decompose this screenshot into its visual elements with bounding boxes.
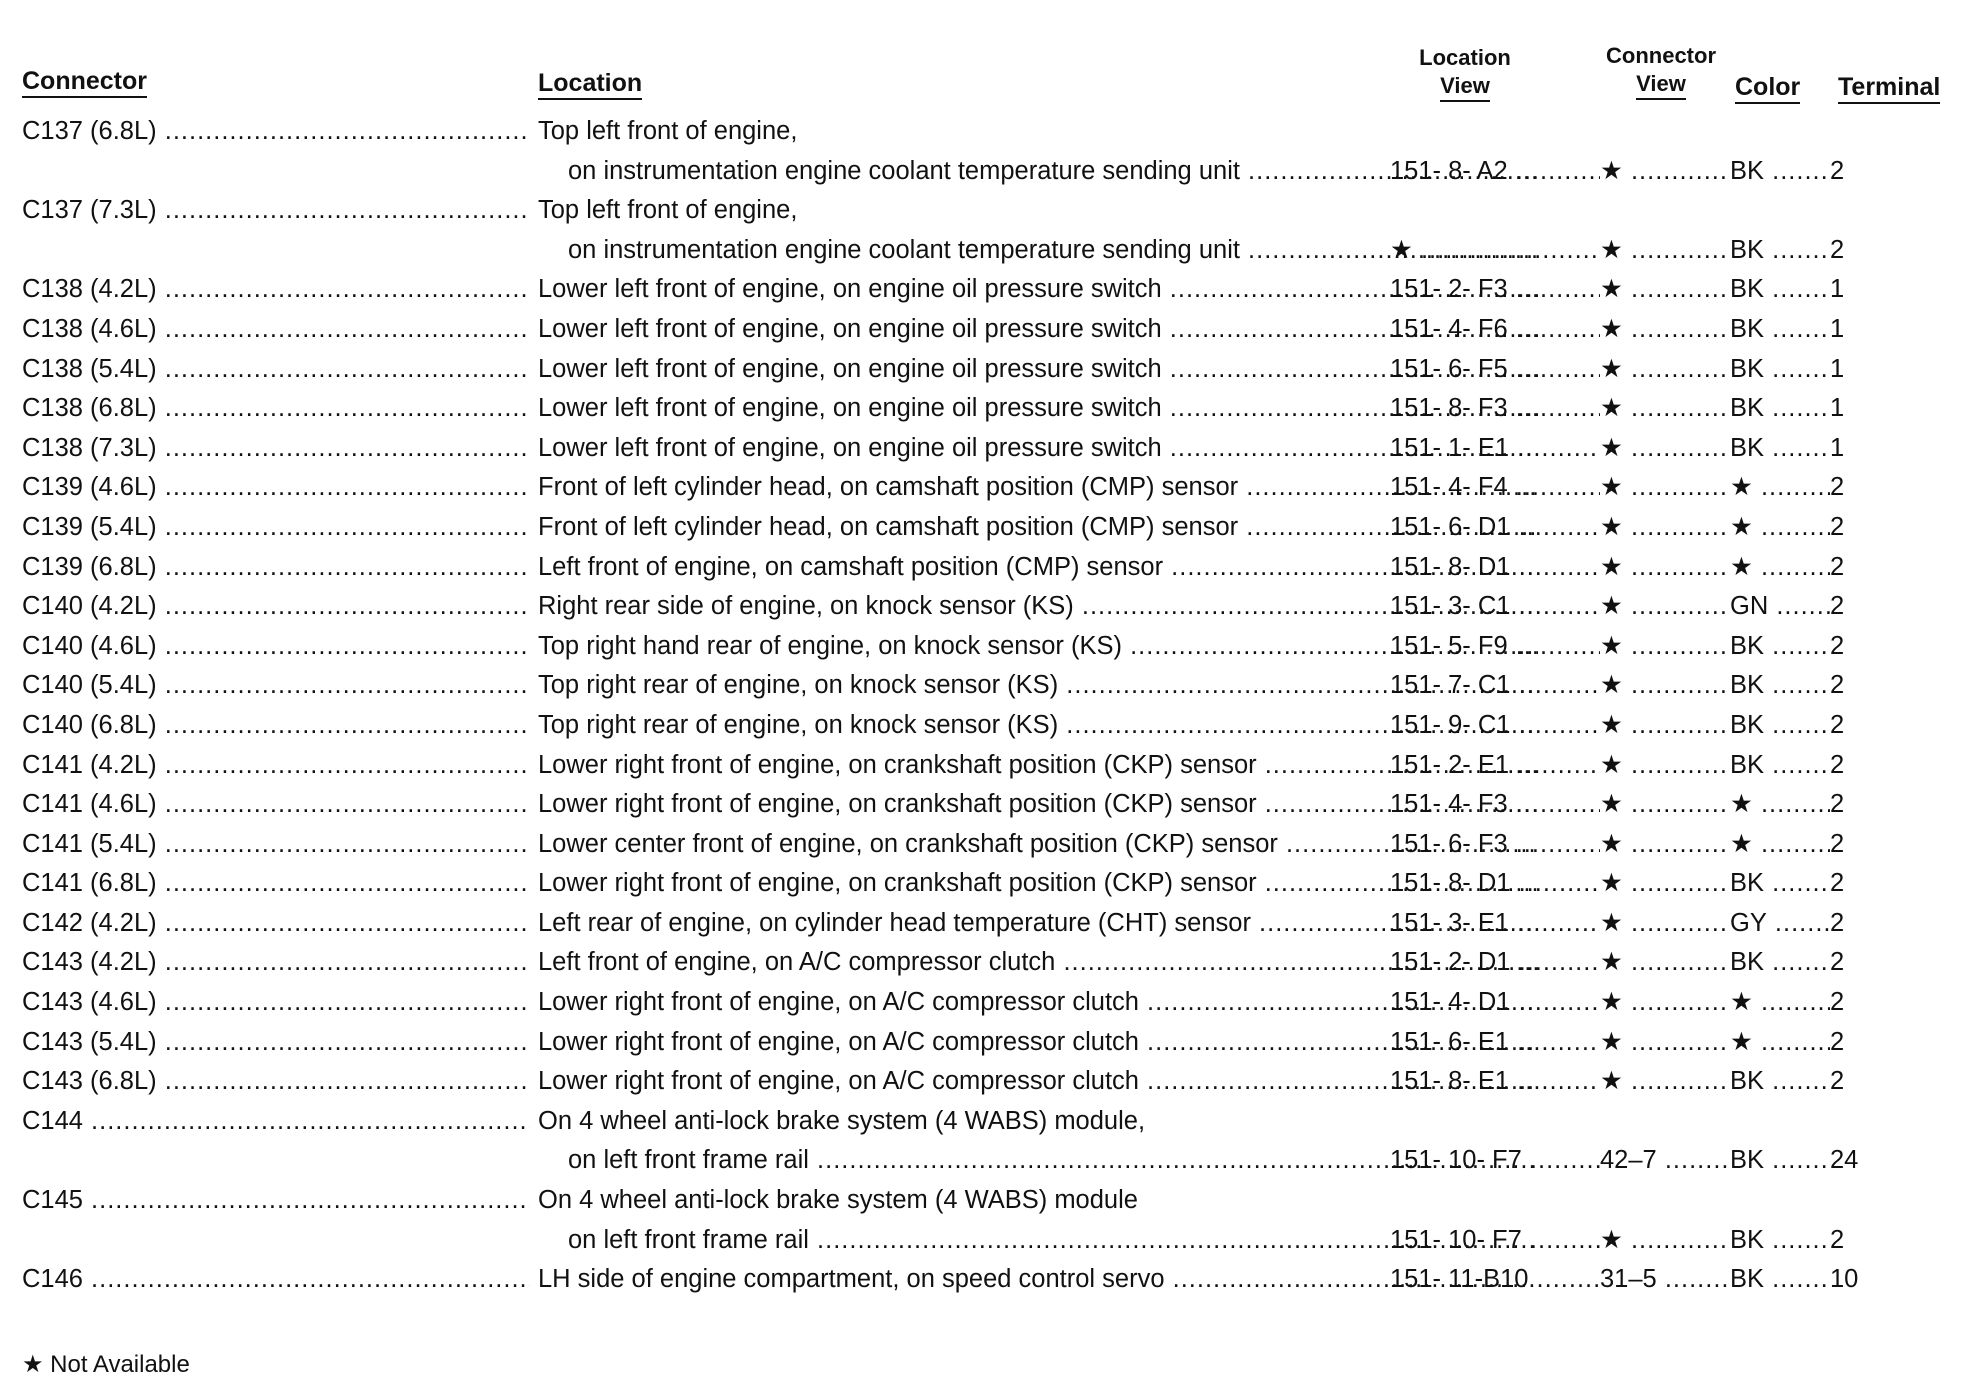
location-view-cell: 151- 6- F3 ..... [1390, 825, 1600, 865]
color-cell: BK ..... [1730, 864, 1830, 904]
location-cell: On 4 wheel anti-lock brake system (4 WABS) module, [538, 1106, 1146, 1135]
connector-view-cell: ★ ..... [1600, 548, 1730, 588]
connector-view-cell: ★ ..... [1600, 231, 1730, 271]
connector-view-cell: ★ ..... [1600, 429, 1730, 469]
terminal-cell: 1 [1830, 314, 1845, 343]
connector-view-cell: ★ ..... [1600, 904, 1730, 944]
location-view-cell: 151- 4- F3 ..... [1390, 785, 1600, 825]
connector-cell: C138 (4.6L) ..... [22, 310, 530, 350]
table-row [0, 548, 1962, 588]
table-row [0, 468, 1962, 508]
header-location: Location [538, 68, 642, 100]
terminal-cell: 2 [1830, 473, 1845, 502]
table-row [0, 1023, 1962, 1063]
terminal-cell: 2 [1830, 631, 1845, 660]
connector-view-cell: ★ ..... [1600, 350, 1730, 390]
connector-view-cell: ★ ..... [1600, 983, 1730, 1023]
location-view-cell: 151- 5- F9 ..... [1390, 627, 1600, 667]
table-row [0, 904, 1962, 944]
location-cell: Lower right front of engine, on A/C compressor clutch ..... [538, 1062, 1538, 1102]
color-cell: ★ ..... [1730, 785, 1830, 825]
color-cell: GN ..... [1730, 587, 1830, 627]
connector-cell: C139 (4.6L) ..... [22, 468, 530, 508]
color-cell: BK ..... [1730, 666, 1830, 706]
table-row [0, 429, 1962, 469]
location-cell: Top right hand rear of engine, on knock sensor (KS) ..... [538, 627, 1538, 667]
color-cell: ★ ..... [1730, 468, 1830, 508]
location-view-cell: 151- 8- D1 ..... [1390, 548, 1600, 588]
location-cell: on left front frame rail ..... [568, 1221, 1538, 1261]
connector-view-cell: ★ ..... [1600, 706, 1730, 746]
header-color: Color [1735, 72, 1800, 104]
color-cell: BK ..... [1730, 746, 1830, 786]
terminal-cell: 2 [1830, 948, 1845, 977]
color-cell: GY ..... [1730, 904, 1830, 944]
connector-view-cell: ★ ..... [1600, 864, 1730, 904]
location-cell: Top left front of engine, [538, 117, 798, 145]
location-cell: Lower left front of engine, on engine oil pressure switch ..... [538, 270, 1538, 310]
table-row [0, 152, 1962, 192]
color-cell: BK ..... [1730, 1141, 1830, 1181]
location-view-cell: 151- 6- D1 ..... [1390, 508, 1600, 548]
connector-cell: C141 (6.8L) ..... [22, 864, 530, 904]
location-cell: Lower right front of engine, on A/C compressor clutch ..... [538, 983, 1538, 1023]
connector-view-cell: 42–7 ..... [1600, 1141, 1730, 1181]
location-cell: Lower left front of engine, on engine oil pressure switch ..... [538, 350, 1538, 390]
terminal-cell: 1 [1830, 394, 1845, 423]
header-connector: Connector [22, 66, 147, 98]
location-cell: Top right rear of engine, on knock sensor (KS) ..... [538, 666, 1538, 706]
connector-view-cell: ★ ..... [1600, 785, 1730, 825]
terminal-cell: 2 [1830, 869, 1845, 898]
terminal-cell: 2 [1830, 750, 1845, 779]
table-row [0, 864, 1962, 904]
table-row [0, 1260, 1962, 1300]
connector-view-cell: ★ ..... [1600, 943, 1730, 983]
terminal-cell: 2 [1830, 156, 1845, 185]
location-view-cell: 151- 7- C1 ..... [1390, 666, 1600, 706]
connector-cell: C140 (5.4L) ..... [22, 666, 530, 706]
connector-cell: C140 (4.6L) ..... [22, 627, 530, 667]
table-row [0, 191, 1962, 231]
location-cell: Left front of engine, on A/C compressor clutch ..... [538, 943, 1538, 983]
table-row [0, 270, 1962, 310]
terminal-cell: 1 [1830, 433, 1845, 462]
connector-cell: C141 (4.6L) ..... [22, 785, 530, 825]
terminal-cell: 10 [1830, 1265, 1859, 1294]
connector-view-cell: ★ ..... [1600, 666, 1730, 706]
connector-cell: C143 (6.8L) ..... [22, 1062, 530, 1102]
terminal-cell: 2 [1830, 512, 1845, 541]
connector-cell: C138 (7.3L) ..... [22, 429, 530, 469]
table-row [0, 508, 1962, 548]
connector-cell: C139 (5.4L) ..... [22, 508, 530, 548]
location-view-cell: 151- 4- F4 ..... [1390, 468, 1600, 508]
location-cell: Lower right front of engine, on crankshaft position (CKP) sensor ..... [538, 746, 1538, 786]
terminal-cell: 2 [1830, 1027, 1845, 1056]
location-view-cell: 151- 10- F7 ..... [1390, 1141, 1600, 1181]
table-row [0, 825, 1962, 865]
connector-cell: C146 ..... [22, 1260, 530, 1300]
location-cell: Lower center front of engine, on crankshaft position (CKP) sensor ..... [538, 825, 1538, 865]
color-cell: ★ ..... [1730, 548, 1830, 588]
table-row [0, 1062, 1962, 1102]
connector-cell: C142 (4.2L) ..... [22, 904, 530, 944]
table-row [0, 1181, 1962, 1221]
color-cell: ★ ..... [1730, 983, 1830, 1023]
table-row [0, 310, 1962, 350]
terminal-cell: 2 [1830, 552, 1845, 581]
connector-view-cell: 31–5 ..... [1600, 1260, 1730, 1300]
connector-view-cell: ★ ..... [1600, 270, 1730, 310]
table-row [0, 112, 1962, 152]
table-row [0, 389, 1962, 429]
connector-view-cell: ★ ..... [1600, 587, 1730, 627]
connector-cell: C138 (4.2L) ..... [22, 270, 530, 310]
color-cell: BK ..... [1730, 310, 1830, 350]
connector-cell: C140 (6.8L) ..... [22, 706, 530, 746]
terminal-cell: 1 [1830, 275, 1845, 304]
location-view-cell: 151- 11-B10 ..... [1390, 1260, 1600, 1300]
connector-cell: C139 (6.8L) ..... [22, 548, 530, 588]
location-view-cell: 151- 3- C1 ..... [1390, 587, 1600, 627]
color-cell: ★ ..... [1730, 825, 1830, 865]
connector-view-cell: ★ ..... [1600, 746, 1730, 786]
location-view-cell: 151- 4- F6 ..... [1390, 310, 1600, 350]
color-cell: BK ..... [1730, 1062, 1830, 1102]
connector-cell: C137 (7.3L) ..... [22, 191, 530, 231]
color-cell: BK ..... [1730, 627, 1830, 667]
location-cell: Top right rear of engine, on knock sensor (KS) ..... [538, 706, 1538, 746]
location-view-cell: 151- 1- E1 ..... [1390, 429, 1600, 469]
connector-view-cell: ★ ..... [1600, 1221, 1730, 1261]
connector-view-cell: ★ ..... [1600, 1062, 1730, 1102]
terminal-cell: 24 [1830, 1146, 1859, 1175]
location-cell: on instrumentation engine coolant temperature sending unit ..... [568, 231, 1538, 271]
connector-cell: C138 (6.8L) ..... [22, 389, 530, 429]
connector-cell: C143 (5.4L) ..... [22, 1023, 530, 1063]
location-cell: Lower right front of engine, on A/C compressor clutch ..... [538, 1023, 1538, 1063]
connector-view-cell: ★ ..... [1600, 1023, 1730, 1063]
connector-view-cell: ★ ..... [1600, 627, 1730, 667]
table-row [0, 350, 1962, 390]
terminal-cell: 2 [1830, 988, 1845, 1017]
connector-cell: C141 (4.2L) ..... [22, 746, 530, 786]
terminal-cell: 2 [1830, 829, 1845, 858]
location-view-cell: 151- 6- F5 ..... [1390, 350, 1600, 390]
table-row [0, 1102, 1962, 1142]
connector-cell: C143 (4.6L) ..... [22, 983, 530, 1023]
terminal-cell: 1 [1830, 354, 1845, 383]
connector-table [0, 112, 1962, 1300]
connector-cell: C137 (6.8L) ..... [22, 112, 530, 152]
location-view-cell: 151- 2- F3 ..... [1390, 270, 1600, 310]
terminal-cell: 2 [1830, 592, 1845, 621]
location-view-cell: ★ ..... [1390, 231, 1600, 271]
location-view-cell: 151- 2- D1 ..... [1390, 943, 1600, 983]
location-cell: Lower left front of engine, on engine oil pressure switch ..... [538, 310, 1538, 350]
location-view-cell: 151- 2- E1 ..... [1390, 746, 1600, 786]
location-view-cell: 151- 8- F3 ..... [1390, 389, 1600, 429]
location-cell: LH side of engine compartment, on speed control servo ..... [538, 1260, 1538, 1300]
terminal-cell: 2 [1830, 235, 1845, 264]
location-view-cell: 151- 10- F7 ..... [1390, 1221, 1600, 1261]
table-row [0, 627, 1962, 667]
table-row [0, 1221, 1962, 1261]
location-view-cell: 151- 8- E1 ..... [1390, 1062, 1600, 1102]
location-cell: Front of left cylinder head, on camshaft position (CMP) sensor ..... [538, 468, 1538, 508]
color-cell: BK ..... [1730, 231, 1830, 271]
color-cell: BK ..... [1730, 706, 1830, 746]
table-row [0, 785, 1962, 825]
table-row [0, 943, 1962, 983]
table-row [0, 706, 1962, 746]
header-location-view: Location View [1400, 44, 1530, 102]
connector-view-cell: ★ ..... [1600, 389, 1730, 429]
location-cell: Lower left front of engine, on engine oil pressure switch ..... [538, 429, 1538, 469]
location-cell: Left rear of engine, on cylinder head temperature (CHT) sensor ..... [538, 904, 1538, 944]
terminal-cell: 2 [1830, 1067, 1845, 1096]
color-cell: BK ..... [1730, 350, 1830, 390]
color-cell: BK ..... [1730, 1221, 1830, 1261]
terminal-cell: 2 [1830, 710, 1845, 739]
connector-view-cell: ★ ..... [1600, 468, 1730, 508]
location-view-cell: 151- 3- E1 ..... [1390, 904, 1600, 944]
location-cell: On 4 wheel anti-lock brake system (4 WABS) module [538, 1186, 1138, 1215]
connector-cell: C143 (4.2L) ..... [22, 943, 530, 983]
table-row [0, 746, 1962, 786]
location-view-cell: 151- 6- E1 ..... [1390, 1023, 1600, 1063]
connector-view-cell: ★ ..... [1600, 508, 1730, 548]
location-view-cell: 151- 8- D1 ..... [1390, 864, 1600, 904]
location-cell: on left front frame rail ..... [568, 1141, 1538, 1181]
table-row [0, 983, 1962, 1023]
location-cell: Lower right front of engine, on crankshaft position (CKP) sensor ..... [538, 864, 1538, 904]
connector-cell: C145 ..... [22, 1181, 530, 1221]
terminal-cell: 2 [1830, 908, 1845, 937]
connector-view-cell: ★ ..... [1600, 152, 1730, 192]
header-connector-view: Connector View [1596, 42, 1726, 100]
connector-cell: C138 (5.4L) ..... [22, 350, 530, 390]
location-cell: Lower left front of engine, on engine oil pressure switch ..... [538, 389, 1538, 429]
location-cell: Left front of engine, on camshaft position (CMP) sensor ..... [538, 548, 1538, 588]
location-view-cell: 151- 9- C1 ..... [1390, 706, 1600, 746]
location-cell: Right rear side of engine, on knock sensor (KS) ..... [538, 587, 1538, 627]
terminal-cell: 2 [1830, 1225, 1845, 1254]
color-cell: ★ ..... [1730, 1023, 1830, 1063]
table-row [0, 1141, 1962, 1181]
location-cell: Front of left cylinder head, on camshaft position (CMP) sensor ..... [538, 508, 1538, 548]
color-cell: BK ..... [1730, 270, 1830, 310]
location-view-cell: 151- 4- D1 ..... [1390, 983, 1600, 1023]
terminal-cell: 2 [1830, 790, 1845, 819]
table-row [0, 231, 1962, 271]
location-view-cell: 151- 8- A2 ..... [1390, 152, 1600, 192]
connector-cell: C141 (5.4L) ..... [22, 825, 530, 865]
connector-view-cell: ★ ..... [1600, 825, 1730, 865]
footnote: ★ Not Available [22, 1351, 190, 1378]
color-cell: BK ..... [1730, 1260, 1830, 1300]
location-cell: Top left front of engine, [538, 196, 798, 225]
connector-cell: C140 (4.2L) ..... [22, 587, 530, 627]
color-cell: ★ ..... [1730, 508, 1830, 548]
connector-view-cell: ★ ..... [1600, 310, 1730, 350]
header-terminal: Terminal [1838, 72, 1940, 104]
color-cell: BK ..... [1730, 389, 1830, 429]
location-cell: on instrumentation engine coolant temperature sending unit ..... [568, 152, 1538, 192]
location-cell: Lower right front of engine, on crankshaft position (CKP) sensor ..... [538, 785, 1538, 825]
color-cell: BK ..... [1730, 152, 1830, 192]
color-cell: BK ..... [1730, 943, 1830, 983]
table-row [0, 587, 1962, 627]
color-cell: BK ..... [1730, 429, 1830, 469]
table-row [0, 666, 1962, 706]
terminal-cell: 2 [1830, 671, 1845, 700]
connector-cell: C144 ..... [22, 1102, 530, 1142]
